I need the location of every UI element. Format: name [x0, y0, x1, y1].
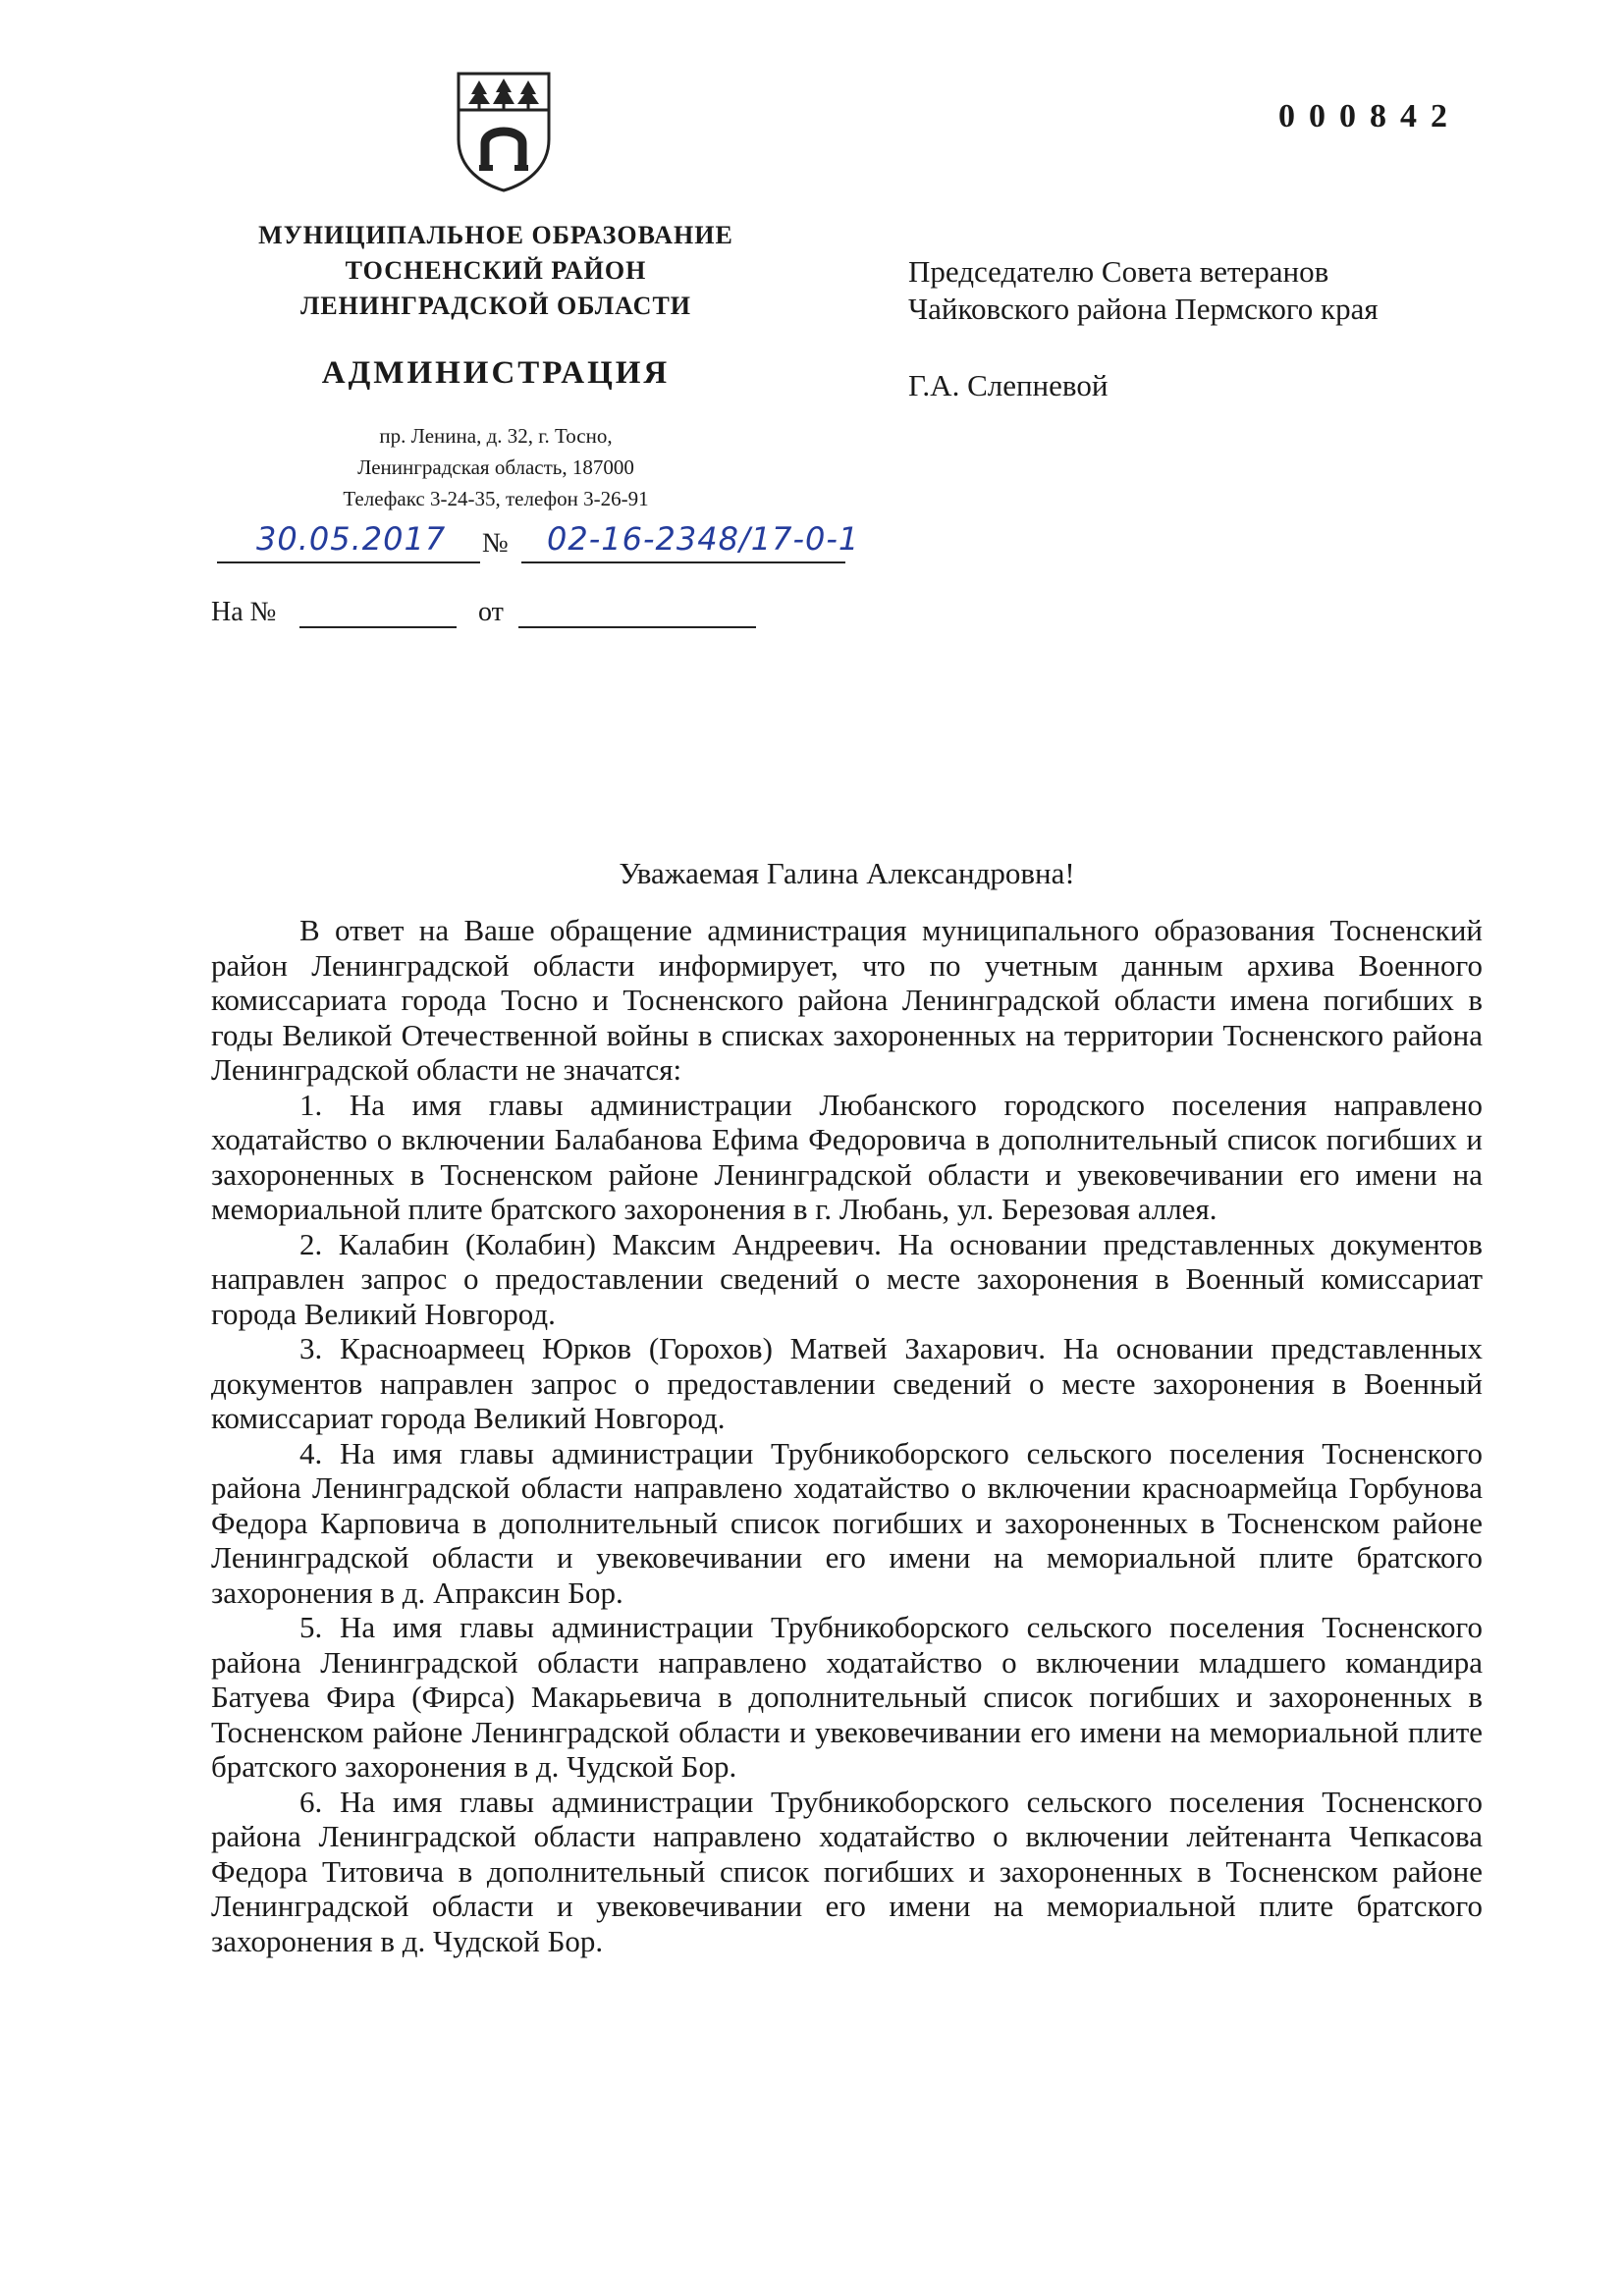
- serial-number: 000842: [1278, 98, 1461, 134]
- recipient-line: Председателю Совета ветеранов: [908, 254, 1329, 289]
- salutation: Уважаемая Галина Александровна!: [619, 856, 1075, 890]
- tosno-coat-of-arms-icon: [456, 71, 552, 192]
- address-line: Ленинградская область, 187000: [357, 455, 634, 479]
- body-item: 1. На имя главы администрации Любанского городского поселения направлено ходатайство о включении Балабанова Ефима Федоровича в дополнительный список погибших и захороненных в Тосненском районе Ленинградской области и увековечивании его имени на мемориальной плите братского захоронения в г. Любань, ул. Березовая аллея.: [211, 1087, 1483, 1226]
- recipient-block: [908, 253, 1517, 404]
- registration-line: [211, 518, 898, 565]
- recipient-line: Чайковского района Пермского края: [908, 292, 1379, 326]
- number-sign: №: [482, 528, 509, 559]
- department-title: АДМИНИСТРАЦИЯ: [321, 355, 671, 391]
- organization-line: ТОСНЕНСКИЙ РАЙОН: [345, 256, 647, 285]
- letter-body: [211, 913, 1483, 1958]
- registration-date: 30.05.2017: [256, 520, 447, 558]
- registration-number: 02-16-2348/17-0-1: [547, 520, 860, 558]
- registration-date-field: [217, 518, 480, 563]
- recipient-name: Г.А. Слепневой: [908, 368, 1109, 402]
- organization-line: ЛЕНИНГРАДСКОЙ ОБЛАСТИ: [299, 292, 692, 320]
- reference-date-label: от: [478, 597, 504, 627]
- body-item: 5. На имя главы администрации Трубникоборского сельского поселения Тосненского района Ленинградской области направлено ходатайство о включении младшего командира Батуева Фира (Фирса) Макарьевича в дополнительный список погибших и захороненных в Тосненском районе Ленинградской области и увековечивании его имени на мемориальной плите братского захоронения в д. Чудской Бор.: [211, 1610, 1483, 1784]
- reference-number-label: На №: [211, 597, 277, 627]
- reference-number-blank: [299, 626, 457, 628]
- body-item: 2. Калабин (Колабин) Максим Андреевич. На основании представленных документов направлен запрос о предоставлении сведений о месте захоронения в Военный комиссариат города Великий Новгород.: [211, 1226, 1483, 1331]
- body-intro: В ответ на Ваше обращение администрация муниципального образования Тосненский район Ленинградской области информирует, что по учетным данным архива Военного комиссариата города Тосно и Тосненского района Ленинградской области имена погибших в годы Великой Отечественной войны в списках захороненных на территории Тосненского района Ленинградской области не значатся:: [211, 913, 1483, 1087]
- body-item: 4. На имя главы администрации Трубникоборского сельского поселения Тосненского района Ленинградской области направлено ходатайство о включении красноармейца Горбунова Федора Карповича в дополнительный список погибших и захороненных в Тосненском районе Ленинградской области и увековечивании его имени на мемориальной плите братского захоронения в д. Апраксин Бор.: [211, 1435, 1483, 1610]
- address-line: пр. Ленина, д. 32, г. Тосно,: [379, 424, 613, 448]
- organization-name: [211, 218, 781, 324]
- body-item: 3. Красноармеец Юрков (Горохов) Матвей Захарович. На основании представленных документов направлен запрос о предоставлении сведений о месте захоронения в Военный комиссариат города Великий Новгород.: [211, 1331, 1483, 1435]
- reference-date-blank: [518, 626, 756, 628]
- address-line: Телефакс 3-24-35, телефон 3-26-91: [343, 487, 649, 510]
- reference-line: [211, 591, 761, 634]
- organization-line: МУНИЦИПАЛЬНОЕ ОБРАЗОВАНИЕ: [258, 221, 733, 249]
- body-item: 6. На имя главы администрации Трубникоборского сельского поселения Тосненского района Ленинградской области направлено ходатайство о включении лейтенанта Чепкасова Федора Титовича в дополнительный список погибших и захороненных в Тосненском районе Ленинградской области и увековечивании его имени на мемориальной плите братского захоронения в д. Чудской Бор.: [211, 1784, 1483, 1958]
- registration-number-field: [521, 518, 860, 563]
- organization-address: [211, 420, 781, 514]
